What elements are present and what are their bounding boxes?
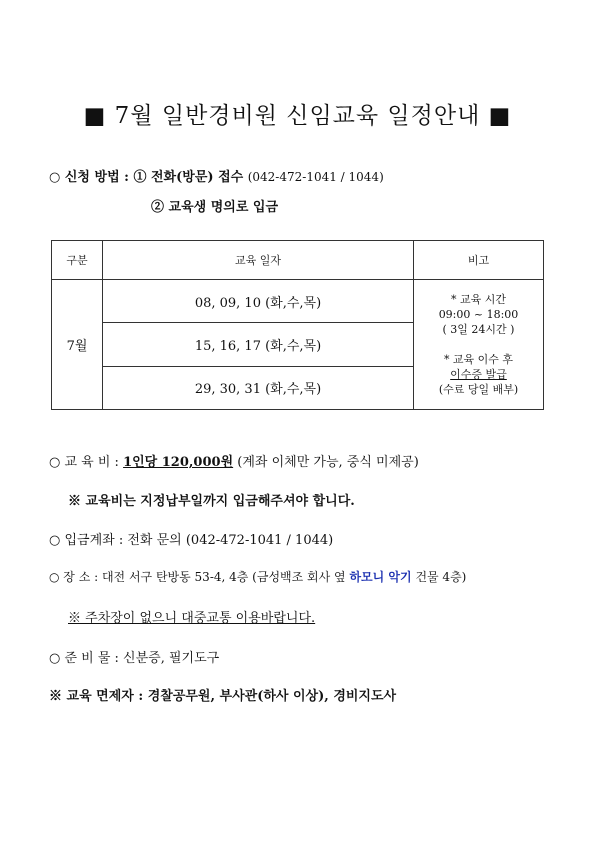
note-line: ( 3일 24시간 ): [442, 323, 515, 337]
application-phone: (042-472-1041 / 1044): [247, 170, 384, 184]
fee-line: [49, 451, 419, 470]
fee-notice: ※ 교육비는 지정납부일까지 입금해주셔야 합니다.: [68, 494, 355, 509]
note-line: * 교육 이수 후: [443, 353, 514, 367]
supplies-line: ○ 준 비 물 : 신분증, 필기도구: [49, 651, 220, 666]
fee-amount: 1인당 120,000원: [123, 455, 234, 470]
table-header-remark: 비고: [414, 241, 544, 280]
application-method-second: ② 교육생 명의로 입금: [151, 200, 279, 215]
table-header-row: [52, 241, 544, 280]
location-landmark: 하모니 악기: [349, 570, 412, 584]
table-header-date: 교육 일자: [103, 241, 414, 280]
table-cell-date: 15, 16, 17 (화,수,목): [103, 323, 414, 366]
table-cell-date: 08, 09, 10 (화,수,목): [103, 280, 414, 323]
application-method: [49, 166, 384, 185]
schedule-table: [51, 240, 544, 410]
table-row: [52, 280, 544, 323]
note-line: (수료 당일 배부): [438, 383, 519, 397]
location-suffix: 건물 4층): [415, 570, 467, 584]
note-line: 09:00 ~ 18:00: [438, 308, 519, 322]
exemption-line: ※ 교육 면제자 : 경찰공무원, 부사관(하사 이상), 경비지도사: [49, 689, 397, 704]
table-header-category: 구분: [52, 241, 103, 280]
note-line: * 교육 시간: [451, 293, 506, 307]
table-cell-date: 29, 30, 31 (화,수,목): [103, 366, 414, 409]
fee-label: ○ 교 육 비 :: [49, 455, 119, 470]
fee-detail: (계좌 이체만 가능, 중식 미제공): [237, 455, 419, 470]
location-address: ○ 장 소 : 대전 서구 탄방동 53-4, 4층 (금성백조 회사 옆: [49, 570, 346, 584]
note-line: 이수증 발급: [450, 368, 507, 382]
table-cell-remark: [414, 280, 544, 410]
account-line: ○ 입금계좌 : 전화 문의 (042-472-1041 / 1044): [49, 533, 334, 548]
location-line: [49, 568, 466, 585]
table-cell-month: 7월: [52, 280, 103, 410]
page-title: ■ 7월 일반경비원 신임교육 일정안내 ■: [83, 103, 512, 129]
parking-notice: ※ 주차장이 없으니 대중교통 이용바랍니다.: [68, 611, 316, 626]
application-label: ○ 신청 방법 : ① 전화(방문) 접수: [49, 170, 244, 185]
